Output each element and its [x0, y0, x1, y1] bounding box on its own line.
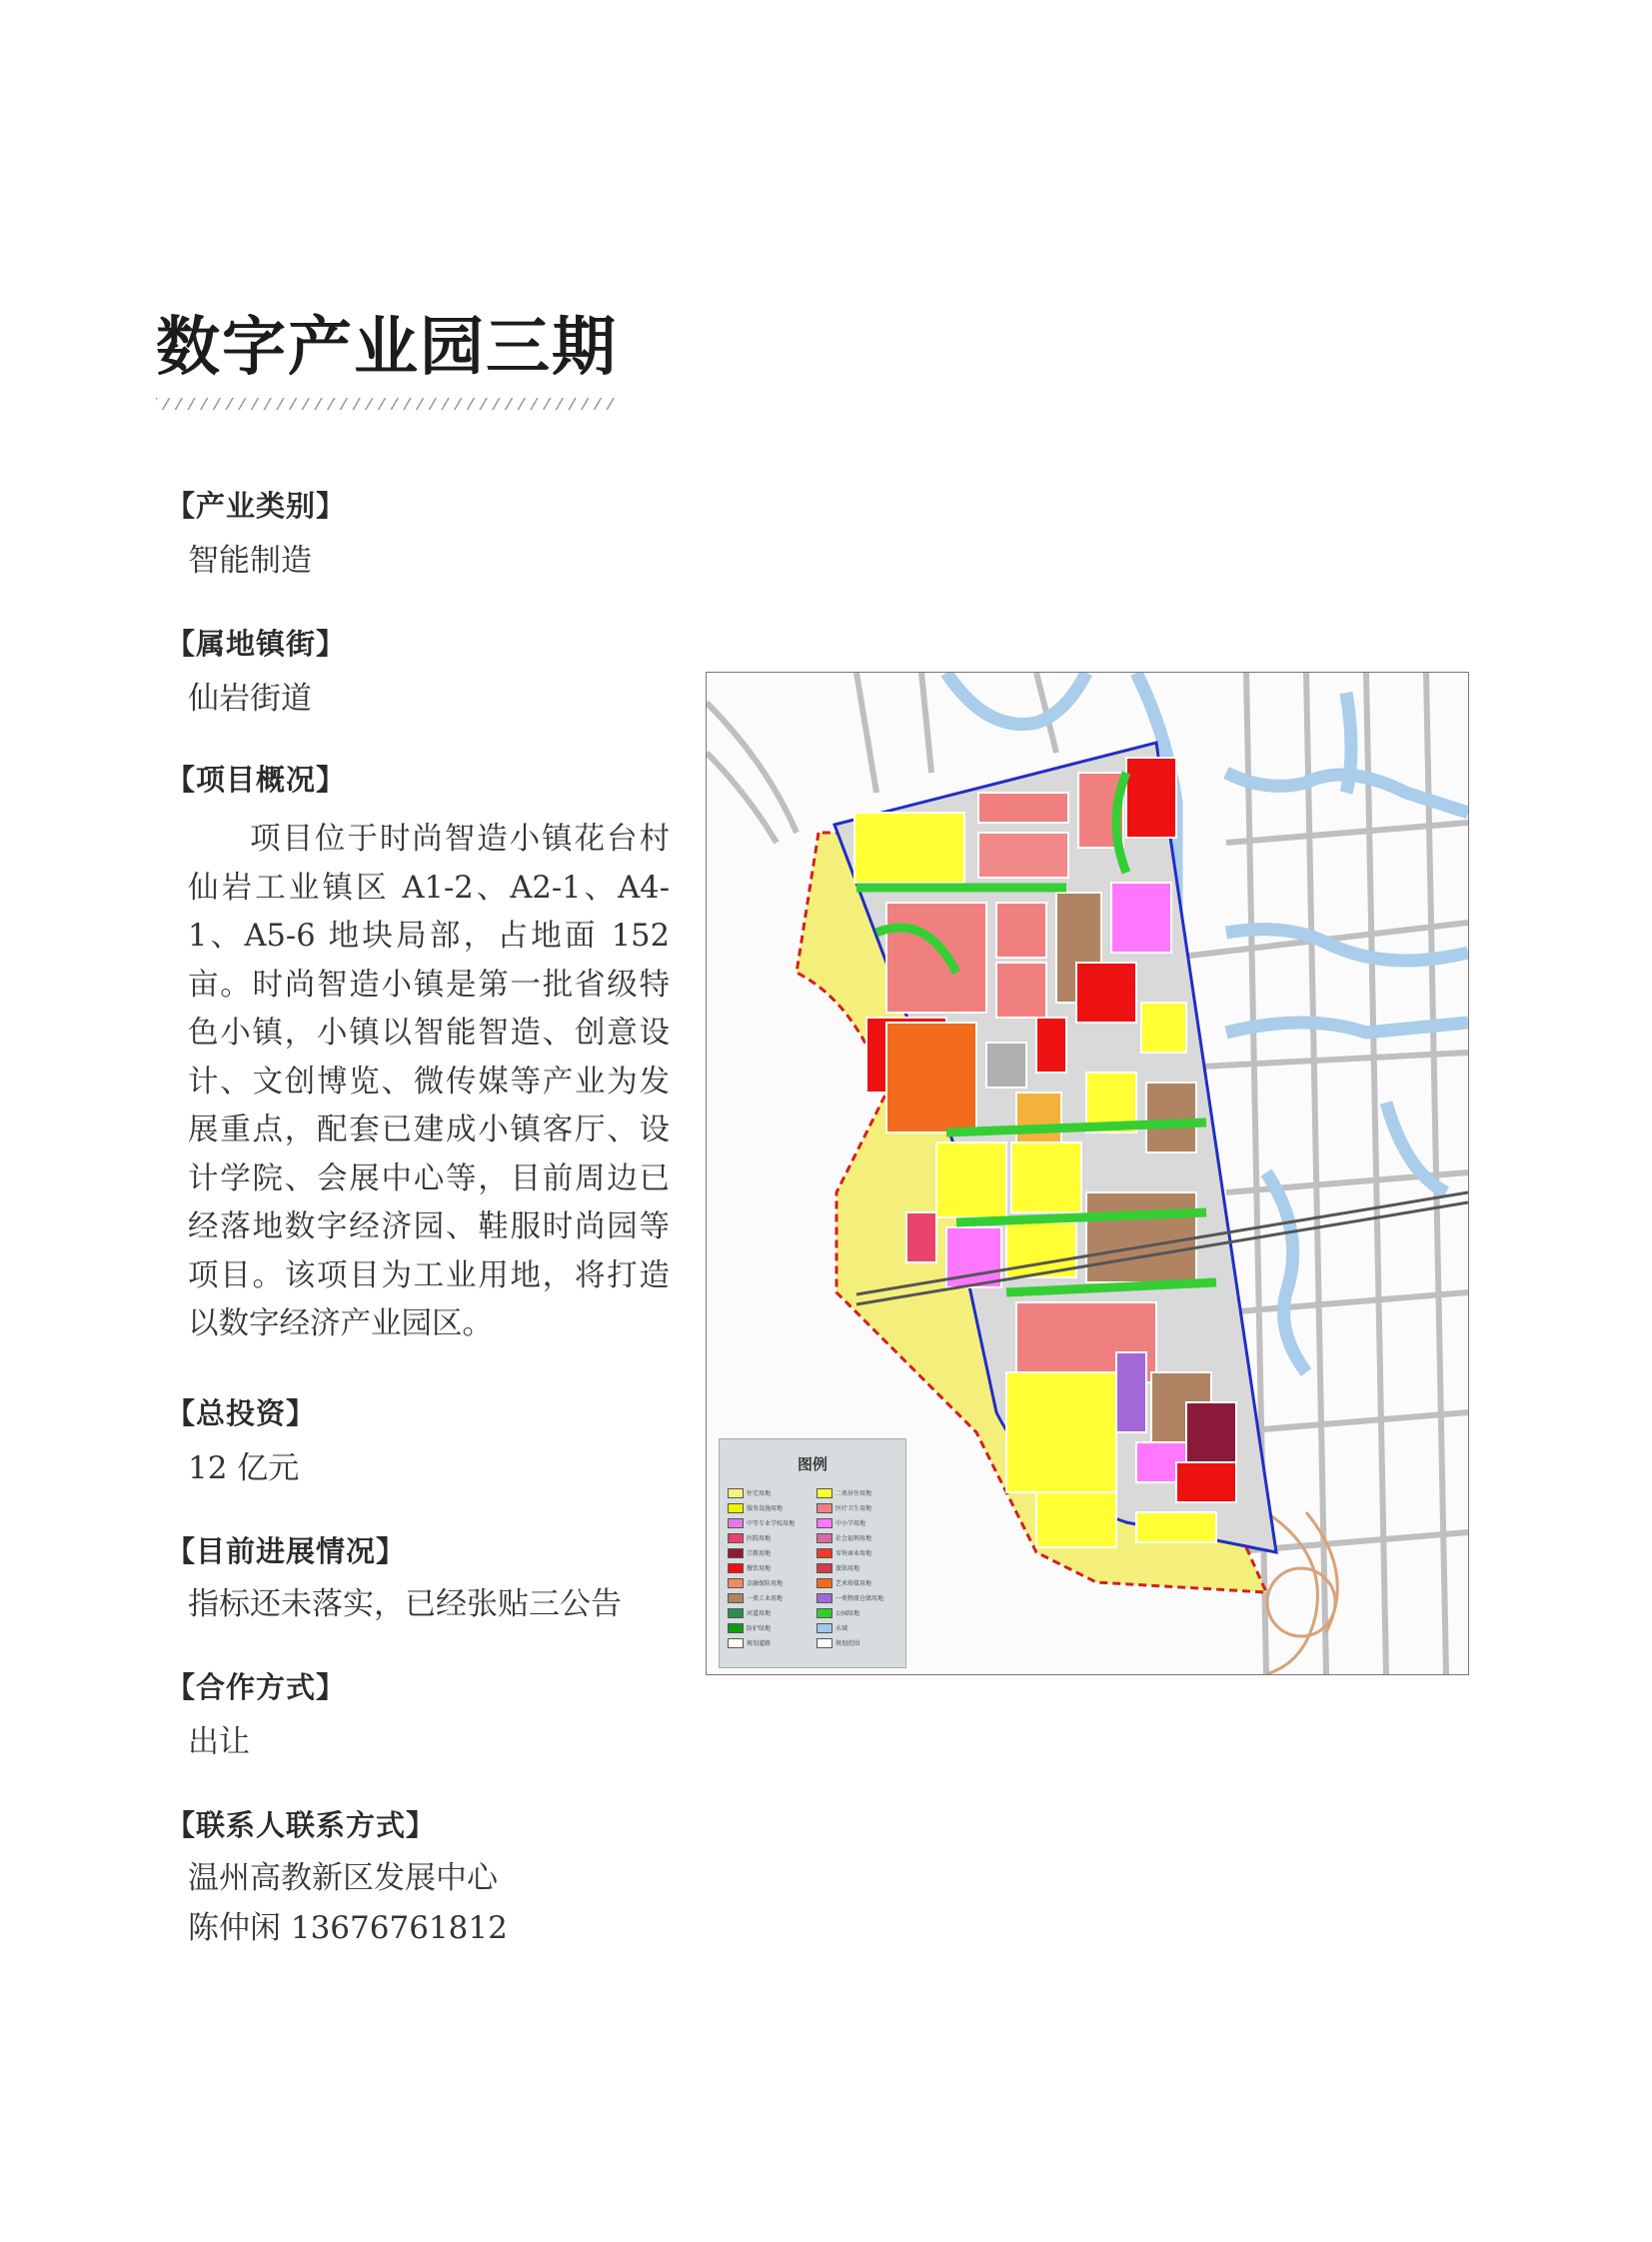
legend-swatch	[728, 1623, 744, 1633]
legend-item	[817, 1547, 899, 1558]
legend-label: 零售商业用地	[835, 1550, 872, 1557]
legend-swatch	[817, 1608, 832, 1618]
investment-heading: 【总投资】	[166, 1396, 317, 1430]
contact-org: 温州高教新区发展中心	[188, 1860, 498, 1896]
legend-label: 医疗卫生用地	[835, 1505, 872, 1512]
legend-label: 规划范围	[835, 1640, 860, 1647]
legend-label: 河道用地	[747, 1610, 772, 1617]
legend-item	[728, 1502, 811, 1513]
contact-person: 陈仲闲 13676761812	[188, 1910, 508, 1946]
legend-label: 二类居住用地	[835, 1490, 872, 1497]
legend-item	[728, 1517, 811, 1528]
legend-item	[817, 1637, 899, 1648]
legend-label: 住宅用地	[747, 1490, 772, 1497]
legend-swatch	[728, 1533, 744, 1543]
legend-swatch	[728, 1548, 744, 1558]
location-heading: 【属地镇街】	[166, 627, 347, 661]
legend-swatch	[817, 1518, 832, 1528]
legend-item	[817, 1607, 899, 1618]
legend-swatch	[817, 1488, 832, 1498]
legend-swatch	[728, 1488, 744, 1498]
legend-item	[817, 1532, 899, 1543]
legend-label: 一类工业用地	[747, 1595, 784, 1602]
legend-swatch	[728, 1608, 744, 1618]
legend-label: 规划道路	[747, 1640, 772, 1647]
legend-item	[728, 1547, 811, 1558]
cooperation-value: 出让	[188, 1724, 250, 1760]
legend-title: 图例	[797, 1455, 827, 1473]
legend-label: 餐饮用地	[747, 1565, 772, 1572]
legend-item	[728, 1562, 811, 1573]
legend-list	[728, 1487, 899, 1648]
legend-label: 医院用地	[747, 1535, 772, 1542]
legend-label: 旅馆用地	[835, 1565, 860, 1572]
legend-item	[817, 1562, 899, 1573]
legend-item	[817, 1622, 899, 1633]
category-heading: 【产业类别】	[166, 489, 347, 523]
map-legend	[719, 1438, 906, 1668]
land-use-map	[706, 672, 1469, 1675]
cooperation-heading: 【合作方式】	[166, 1670, 347, 1704]
legend-label: 公园绿地	[835, 1610, 860, 1617]
title-hatch-divider	[156, 398, 618, 410]
progress-heading: 【目前进展情况】	[166, 1534, 407, 1568]
category-value: 智能制造	[188, 543, 312, 579]
legend-swatch	[728, 1578, 744, 1588]
legend-swatch	[728, 1593, 744, 1603]
progress-value: 指标还未落实，已经张贴三公告	[188, 1586, 622, 1622]
legend-item	[728, 1532, 811, 1543]
legend-item	[728, 1577, 811, 1588]
legend-item	[728, 1607, 811, 1618]
legend-swatch	[817, 1503, 832, 1513]
legend-item	[817, 1592, 899, 1603]
legend-item	[817, 1517, 899, 1528]
location-value: 仙岩街道	[188, 681, 312, 717]
legend-label: 防护绿地	[747, 1625, 772, 1632]
legend-swatch	[728, 1638, 744, 1648]
legend-item	[817, 1502, 899, 1513]
legend-label: 金融保险用地	[747, 1580, 784, 1587]
overview-heading: 【项目概况】	[166, 763, 347, 797]
legend-item	[817, 1487, 899, 1498]
legend-label: 中等专业学校用地	[747, 1520, 796, 1527]
legend-swatch	[817, 1563, 832, 1573]
legend-label: 一类物流仓储用地	[835, 1595, 884, 1602]
legend-label: 宗教用地	[747, 1550, 772, 1557]
investment-value: 12 亿元	[188, 1450, 300, 1486]
legend-item	[728, 1592, 811, 1603]
legend-label: 艺术传媒用地	[835, 1580, 872, 1587]
overview-text: 项目位于时尚智造小镇花台村仙岩工业镇区 A1-2、A2-1、A4-1、A5-6 地块局部，占地面 152 亩。时尚智造小镇是第一批省级特色小镇，小镇以智能智造、创意设计、文创博览、微传媒等产业为发展重点，配套已建成小镇客厅、设计学院、会展中心等，目前周边已经落地数字经济园、鞋服时尚园等项目。该项目为工业用地，将打造以数字经济产业园区。	[188, 822, 670, 1341]
legend-swatch	[817, 1638, 832, 1648]
page-title: 数字产业园三期	[156, 310, 618, 385]
legend-item	[817, 1577, 899, 1588]
contact-heading: 【联系人联系方式】	[166, 1808, 437, 1842]
legend-item	[728, 1637, 811, 1648]
legend-swatch	[728, 1563, 744, 1573]
legend-swatch	[817, 1578, 832, 1588]
legend-swatch	[817, 1533, 832, 1543]
legend-swatch	[728, 1503, 744, 1513]
legend-label: 服务设施用地	[747, 1505, 784, 1512]
legend-swatch	[817, 1593, 832, 1603]
legend-swatch	[817, 1623, 832, 1633]
legend-label: 社会福利用地	[835, 1535, 872, 1542]
legend-item	[728, 1487, 811, 1498]
legend-item	[728, 1622, 811, 1633]
legend-swatch	[728, 1518, 744, 1528]
legend-label: 中小学用地	[835, 1520, 866, 1527]
legend-label: 水域	[835, 1625, 848, 1632]
legend-swatch	[817, 1548, 832, 1558]
